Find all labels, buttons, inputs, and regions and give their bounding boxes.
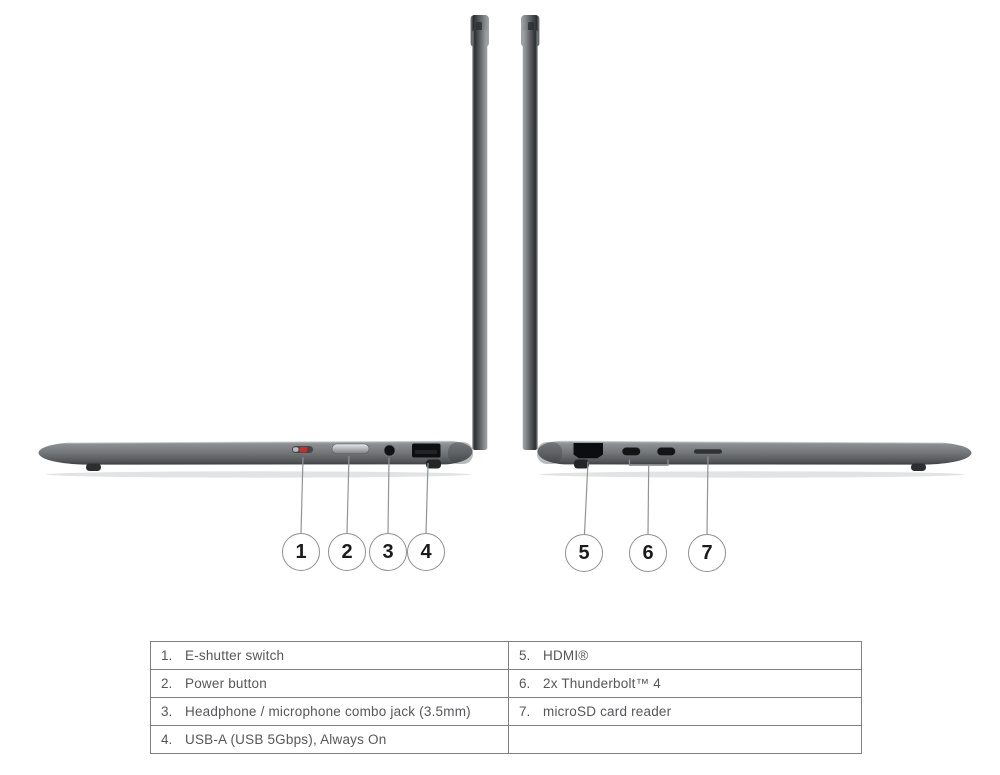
- legend-cell-usb-a: [151, 726, 509, 754]
- port-number: 3.: [161, 704, 173, 719]
- right-rear-foot: [574, 460, 589, 469]
- legend-cell-microsd: [509, 698, 862, 726]
- port-label: USB-A (USB 5Gbps), Always On: [185, 732, 387, 747]
- leader-line-1: [301, 458, 303, 534]
- left-front-foot: [86, 464, 101, 472]
- port-number: 2.: [161, 676, 173, 691]
- legend-cell-hdmi: [509, 642, 862, 670]
- callout-number: 1: [295, 540, 307, 563]
- callout-number: 2: [341, 540, 353, 563]
- webcam-notch-icon: [476, 22, 482, 31]
- leader-lines: [301, 456, 708, 534]
- port-number: 1.: [161, 648, 173, 663]
- legend-cell-e-shutter: [151, 642, 509, 670]
- microsd-slot: [694, 449, 722, 453]
- leader-line-7: [707, 457, 708, 535]
- thunderbolt-port-1: [622, 447, 641, 455]
- right-front-foot: [911, 464, 926, 472]
- port-number: 7.: [519, 704, 531, 719]
- leader-line-3: [388, 458, 389, 533]
- legend-cell-headphone-jack: [151, 698, 509, 726]
- callout-number: 4: [420, 540, 432, 563]
- legend-row: [151, 670, 862, 698]
- legend-row: [151, 726, 862, 754]
- port-label: Power button: [185, 676, 267, 691]
- leader-line-2: [347, 456, 349, 533]
- port-label: 2x Thunderbolt™ 4: [543, 676, 661, 691]
- legend-row: [151, 642, 862, 670]
- hdmi-port: [574, 443, 604, 458]
- port-label: HDMI®: [543, 648, 589, 663]
- legend-cell-empty: [509, 726, 862, 754]
- left-hinge: [448, 442, 473, 464]
- legend-row: [151, 698, 862, 726]
- callout-6-thunderbolt: [629, 534, 667, 572]
- callout-3-headphone-jack: [369, 533, 407, 571]
- port-label: E-shutter switch: [185, 648, 285, 663]
- power-button: [332, 444, 369, 454]
- thunderbolt-port-2: [657, 447, 676, 455]
- leader-line-6: [648, 465, 649, 534]
- callout-7-microsd: [688, 534, 726, 572]
- right-screen-edge: [523, 30, 538, 450]
- callout-5-hdmi: [565, 534, 603, 572]
- right-hinge: [537, 442, 562, 464]
- left-laptop-base: [39, 441, 473, 464]
- callout-4-usb-a: [407, 533, 445, 571]
- webcam-notch-icon: [528, 22, 534, 31]
- usb-a-tongue: [415, 450, 437, 454]
- left-screen-edge: [472, 30, 487, 450]
- port-number: 6.: [519, 676, 531, 691]
- port-label: Headphone / microphone combo jack (3.5mm): [185, 704, 471, 719]
- legend-cell-thunderbolt: [509, 670, 862, 698]
- callout-1-e-shutter: [282, 533, 320, 571]
- leader-line-5: [585, 462, 589, 535]
- legend-cell-power-button: [151, 670, 509, 698]
- e-shutter-red-indicator: [300, 447, 308, 452]
- callout-number: 7: [701, 541, 713, 564]
- legend-table: [150, 641, 862, 754]
- port-number: 5.: [519, 648, 531, 663]
- callout-2-power-button: [328, 533, 366, 571]
- port-label: microSD card reader: [543, 704, 672, 719]
- callout-number: 6: [642, 541, 654, 564]
- headphone-jack: [384, 445, 395, 456]
- callout-number: 3: [382, 540, 394, 563]
- left-laptop-shadow: [46, 471, 470, 477]
- right-laptop-shadow: [540, 471, 964, 477]
- callout-number: 5: [578, 541, 590, 564]
- e-shutter-slider-knob: [293, 447, 299, 452]
- port-number: 4.: [161, 732, 173, 747]
